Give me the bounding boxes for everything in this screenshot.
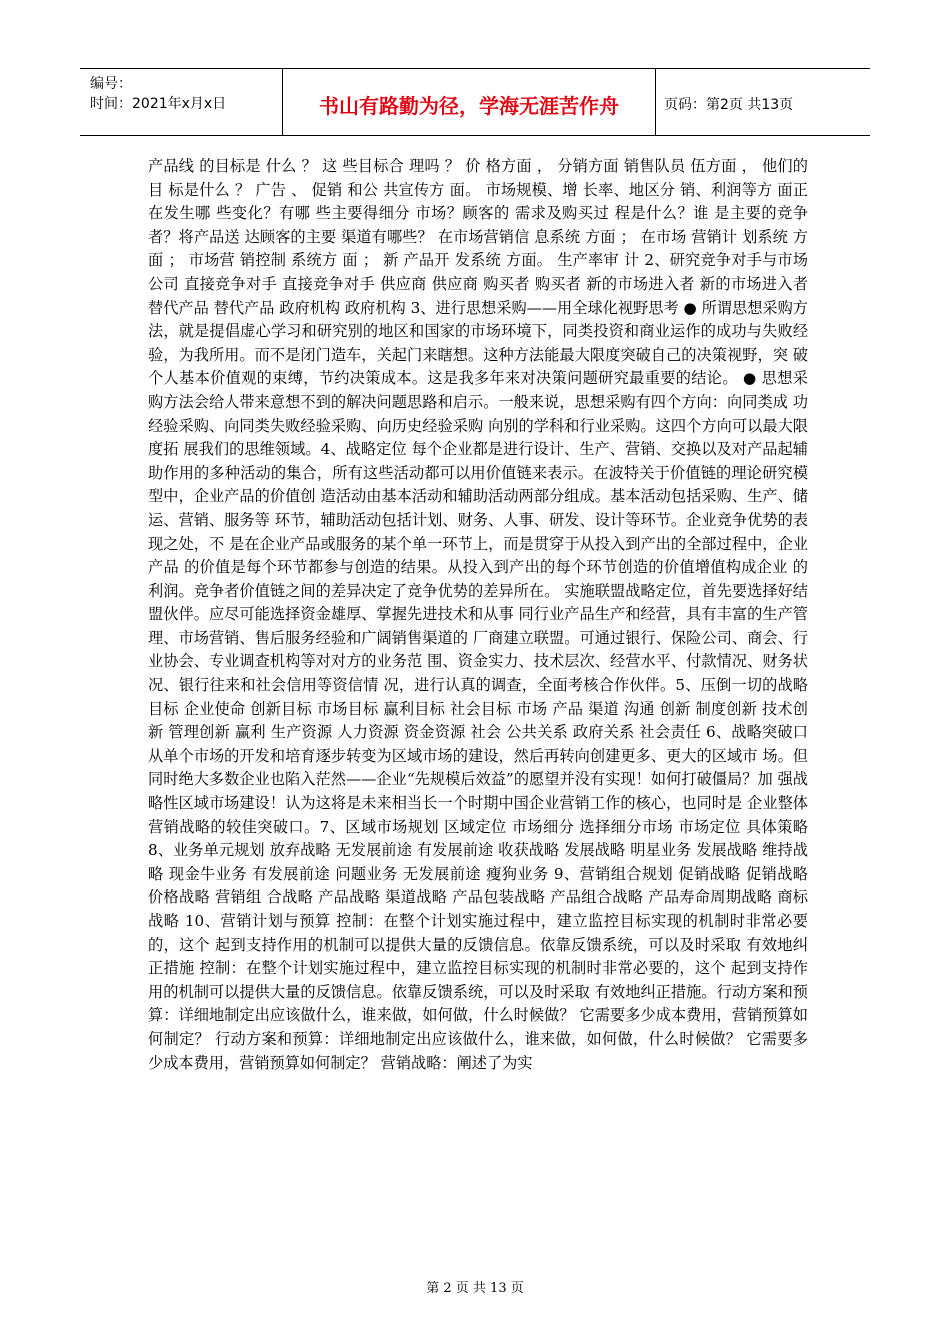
document-body-text: 产品线 的目标是 什么 ？ 这 些目标合 理吗 ？ 价 格方面 ， 分销方面 销售队员 伍方面 ， 他们的目 标是什么 ？ 广告 、 促销 和公 共宣传方 面。 市场规模、增 长率、地区分 销、利润等方 面正在发生哪 些变化？有哪 些主要得细分 市场？顾客的 需求及购买过 程是什么？谁 是主要的竞争 者？将产品送 达顾客的主要 渠道有哪些？ 在市场营销信 息系统 方面 ； 在市场 营销计 划系统 方面 ； 市场营 销控制 系统方 面 ； 新 产品开 发系统 方面。 生产率审 计 2、研究竞争对手与市场 公司 直接竞争对手 直接竞争对手 供应商 供应商 购买者 购买者 新的市场进入者 新的市场进入者 替代产品 替代产品 政府机构 政府机构 3、进行思想采购——用全球化视野思考 ● 所谓思想采购方法，就是提倡虚心学习和研究别的地区和国家的市场环境下，同类投资和商业运作的成功与失败经验，为我所用。而不是闭门造车，关起门来瞎想。这种方法能最大限度突破自己的决策视野，突 破个人基本价值观的束缚，节约决策成本。这是我多年来对决策问题研究最重要的结论。 ● 思想采购方法会给人带来意想不到的解决问题思路和启示。一般来说，思想采购有四个方向：向同类成 功经验采购、向同类失败经验采购、向历史经验采购 向别的学科和行业采购。这四个方向可以最大限度拓 展我们的思维领域。4、战略定位 每个企业都是进行设计、生产、营销、交换以及对产品起辅助作用的多种活动的集合，所有这些活动都可以用价值链来表示。在波特关于价值链的理论研究模型中，企业产品的价值创 造活动由基本活动和辅助活动两部分组成。基本活动包括采购、生产、储运、营销、服务等 环节，辅助活动包括计划、财务、人事、研发、设计等环节。企业竞争优势的表现之处，不 是在企业产品或服务的某个单一环节上，而是贯穿于从投入到产出的全部过程中，企业产品 的价值是每个环节都参与创造的结果。从投入到产出的每个环节创造的价值增值构成企业 的利润。竞争者价值链之间的差异决定了竞争优势的差异所在。 实施联盟战略定位，首先要选择好结盟伙伴。应尽可能选择资金雄厚、掌握先进技术和从事 同行业产品生产和经营，具有丰富的生产管理、市场营销、售后服务经验和广阔销售渠道的 厂商建立联盟。可通过银行、保险公司、商会、行业协会、专业调查机构等对对方的业务范 围、资金实力、技术层次、经营水平、付款情况、财务状况、银行往来和社会信用等资信情 况，进行认真的调查，全面考核合作伙伴。5、压倒一切的战略目标 企业使命 创新目标 市场目标 赢利目标 社会目标 市场 产品 渠道 沟通 创新 制度创新 技术创新 管理创新 赢利 生产资源 人力资源 资金资源 社会 公共关系 政府关系 社会责任 6、战略突破口 从单个市场的开发和培育逐步转变为区域市场的建设，然后再转向创建更多、更大的区域市 场。但同时绝大多数企业也陷入茫然——企业“先规模后效益”的愿望并没有实现！如何打破僵局？加 强战略性区域市场建设！认为这将是未来相当长一个时期中国企业营销工作的核心，也同时是 企业整体营销战略的较佳突破口。7、区域市场规划 区域定位 市场细分 选择细分市场 市场定位 具体策略 8、业务单元规划 放弃战略 无发展前途 有发展前途 收获战略 发展战略 明星业务 发展战略 维持战略 现金牛业务 有发展前途 问题业务 无发展前途 瘦狗业务 9、营销组合规划 促销战略 促销战略 价格战略 营销组 合战略 产品战略 渠道战略 产品包装战略 产品组合战略 产品寿命周期战略 商标战略 10、营销计划与预算 控制：在整个计划实施过程中，建立监控目标实现的机制时非常必要的，这个 起到支持作用的机制可以提供大量的反馈信息。依靠反馈系统，可以及时采取 有效地纠正措施 控制：在整个计划实施过程中，建立监控目标实现的机制时非常必要的，这个 起到支持作用的机制可以提供大量的反馈信息。依靠反馈系统，可以及时采取 有效地纠正措施。行动方案和预算：详细地制定出应该做什么，谁来做，如何做，什么时候做？ 它需要多少成本费用，营销预算如何制定？ 行动方案和预算：详细地制定出应该做什么，谁来做，如何做，什么时候做？ 它需要多少成本费用，营销预算如何制定？ 营销战略：阐述了为实 bbox=[148, 157, 808, 1072]
header-page-info: 页码：第2页 共13页 bbox=[664, 97, 794, 113]
document-number-label: 编号： bbox=[90, 76, 132, 92]
header-motto: 书山有路勤为径，学海无涯苦作舟 bbox=[282, 69, 656, 135]
page-footer: 第 2 页 共 13 页 bbox=[426, 1281, 524, 1296]
header-meta bbox=[80, 69, 282, 135]
page-header bbox=[80, 68, 870, 136]
document-date-label: 时间：2021年x月x日 bbox=[90, 96, 227, 112]
